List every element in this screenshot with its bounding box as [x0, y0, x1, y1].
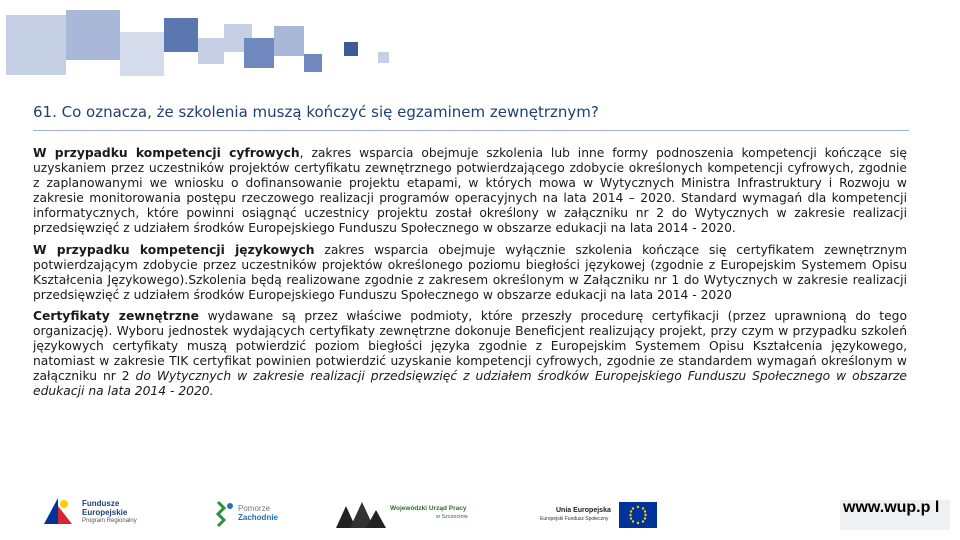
- paragraph-language-text: zakres wsparcia obejmuje wyłącznie szkolenia kończące się certyfikatem zewnętrznym potwierdzającym zdobycie przez uczestników projektów określonego poziomu biegłości językowej (zgodnie z Europejskim Systemem Opisu Kształcenia Językowego).Szkolenia będą realizowane zgodnie z zakresem określonym w Załączniku nr 1 do Wytycznych w zakresie realizacji przedsięwzięć z udziałem środków Europejskiego Funduszu Społecznego w obszarze edukacji na lata 2014 - 2020: [33, 242, 907, 302]
- paragraph-language: [33, 243, 907, 303]
- body-text: [33, 146, 907, 406]
- deco-square-11: [378, 52, 389, 63]
- paragraph-language-lead: W przypadku kompetencji językowych: [33, 242, 315, 257]
- logo-wup-szczecin: [336, 498, 468, 528]
- eu-flag-icon: [619, 502, 657, 528]
- website-link[interactable]: www.wup.p l: [840, 500, 950, 530]
- paragraph-digital: [33, 146, 907, 237]
- deco-square-9: [304, 54, 322, 72]
- fundusze-europejskie-icon: [40, 494, 76, 530]
- paragraph-certificates-lead: Certyfikaty zewnętrzne: [33, 308, 199, 323]
- page-title: 61. Co oznacza, że szkolenia muszą kończyć się egzaminem zewnętrznym?: [33, 103, 599, 121]
- logo4-line1: Unia Europejska: [556, 507, 611, 514]
- footer-logos: [0, 488, 960, 540]
- deco-square-3: [120, 32, 164, 76]
- paragraph-digital-lead: W przypadku kompetencji cyfrowych: [33, 146, 300, 160]
- logo3-line1: Wojewódzki Urząd Pracy: [390, 505, 467, 512]
- logo4-line2: Europejski Fundusz Społeczny: [540, 516, 609, 522]
- paragraph-certificates-text: wydawane są przez właściwe podmioty, które przeszły procedurę certyfikacji (przez uprawnioną do tego organizację). Wyboru jednostek wydających certyfikaty zewnętrzne dokonuje Beneficjent realizujący projekt, przy czym w przypadku szkoleń językowych certyfikaty muszą potwierdzić poziom biegłości języka zgodnie z Europejskim Systemem Opisu Kształcenia językowego, natomiast w zakresie TIK certyfikat powinien potwierdzić uzyskanie kompetencji cyfrowych, zgodnie ze standardem wymagań określonym w załączniku nr 2: [33, 308, 907, 384]
- pomorze-zachodnie-icon: [214, 498, 236, 528]
- logo-pomorze-zachodnie: [214, 498, 278, 528]
- paragraph-digital-text: , zakres wsparcia obejmuje szkolenia lub inne formy podnoszenia kompetencji kończące się uzyskaniem przez uczestników projektów certyfikatu zewnętrznego potwierdzającego zdobycie określonych kompetencji cyfrowych, zgodnie z zaplanowanymi we wniosku o dofinansowanie projektu etapami, w których mowa w Wytycznych Ministra Infrastruktury i Rozwoju w zakresie monitorowania postępu rzeczowego realizacji programów operacyjnych na lata 2014 – 2020. Standard wymagań dla kompetencji informatycznych, które powinni osiągnąć uczestnicy projektu został określony w załączniku nr 2 do Wytycznych w zakresie realizacji przedsięwzięć z udziałem środków Europejskiego Funduszu Społecznego w obszarze edukacji na lata 2014 - 2020.: [33, 146, 907, 236]
- deco-square-7: [244, 38, 274, 68]
- logo2-line2: Zachodnie: [238, 513, 279, 522]
- deco-square-8: [274, 26, 304, 56]
- paragraph-certificates: [33, 309, 907, 400]
- deco-square-1: [6, 15, 66, 75]
- logo1-line2: Europejskie: [82, 507, 128, 517]
- logo3-line2: w Szczecinie: [436, 514, 468, 520]
- deco-square-10: [344, 42, 358, 56]
- deco-square-2: [66, 10, 120, 60]
- deco-square-5: [198, 38, 224, 64]
- wup-icon: [336, 498, 386, 528]
- logo2-line1: Pomorze: [238, 504, 271, 513]
- logo1-line1: Fundusze: [82, 498, 120, 508]
- paragraph-certificates-italic: do Wytycznych w zakresie realizacji przedsięwzięć z udziałem środków Europejskiego Funduszu Społecznego w obszarze edukacji na lata 2014 - 2020.: [33, 369, 907, 399]
- logo-fundusze-europejskie: [40, 494, 137, 530]
- logo1-line3: Program Regionalny: [82, 517, 137, 524]
- title-divider: [33, 130, 909, 131]
- logo-unia-europejska: [540, 502, 657, 528]
- deco-square-4: [164, 18, 198, 52]
